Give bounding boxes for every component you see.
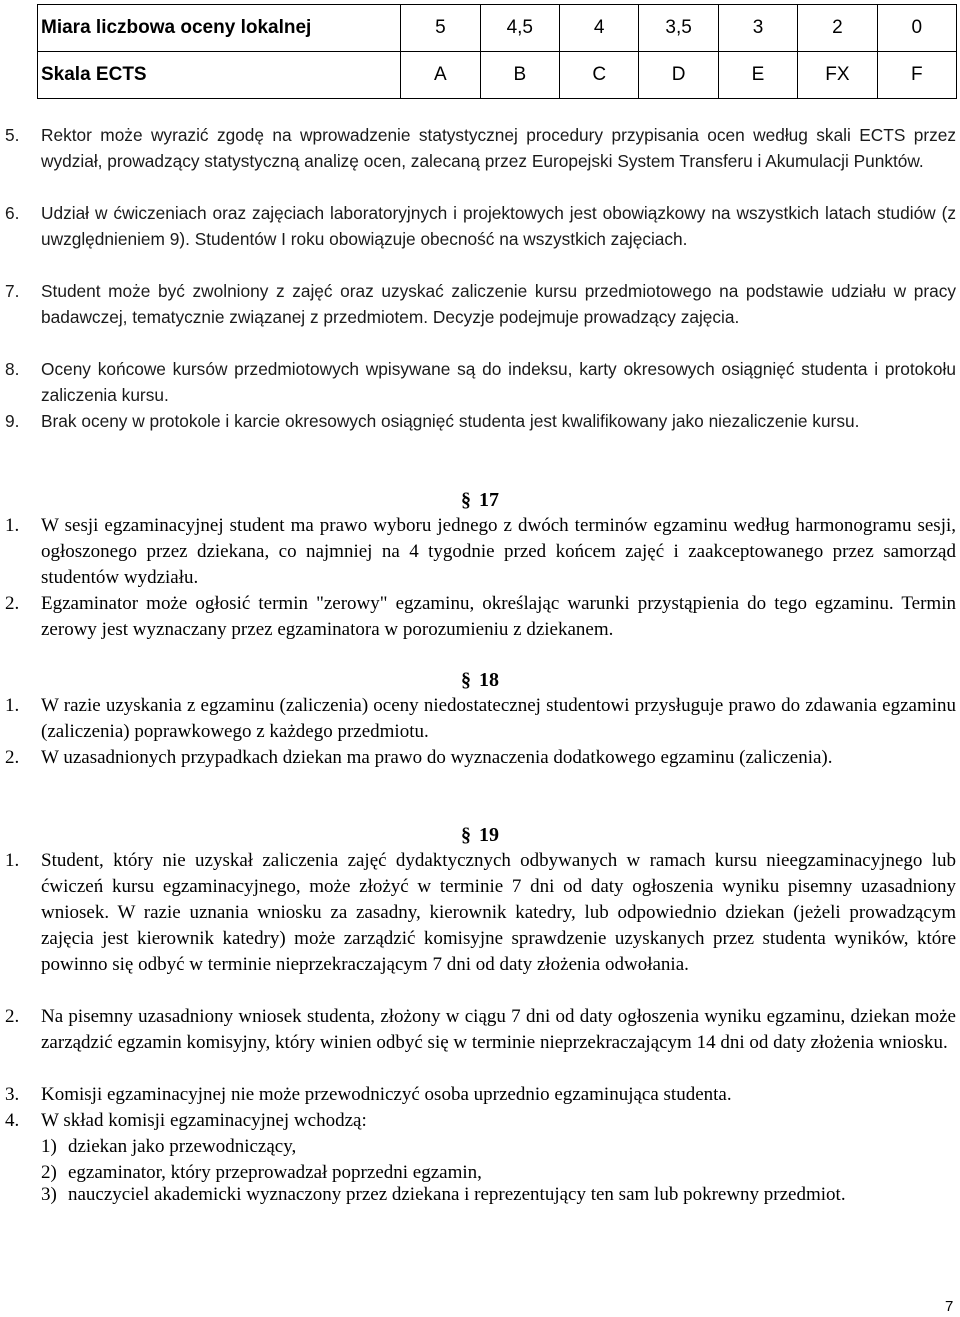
item-number: 1.	[5, 515, 20, 536]
grade-scale-table	[37, 4, 957, 99]
list-item	[0, 200, 956, 252]
item-number: 2.	[5, 1006, 20, 1027]
sub-item-number: 2)	[41, 1162, 57, 1183]
table-cell: F	[877, 52, 956, 99]
item-text: W razie uzyskania z egzaminu (zaliczenia) oceny niedostatecznej studentowi przysługuje prawo do zdawania egzaminu (zaliczenia) poprawkowego z każdego przedmiotu.	[41, 695, 956, 742]
item-text: W skład komisji egzaminacyjnej wchodzą:	[41, 1110, 367, 1131]
table-cell: 5	[401, 5, 480, 52]
sub-item-number: 3)	[41, 1184, 57, 1205]
item-number: 2.	[5, 593, 20, 614]
item-number: 1.	[5, 695, 20, 716]
list-item	[0, 1082, 956, 1108]
table-cell: E	[718, 52, 797, 99]
item-text: Oceny końcowe kursów przedmiotowych wpisywane są do indeksu, karty okresowych osiągnięć studenta i protokołu zaliczenia kursu.	[41, 359, 956, 405]
list-item	[0, 122, 956, 174]
list-item	[0, 356, 956, 408]
list-item	[0, 278, 956, 330]
list-item	[0, 408, 956, 434]
section-number: 18	[479, 669, 499, 691]
item-number: 6.	[5, 203, 20, 223]
item-number: 1.	[5, 850, 20, 871]
sub-item-text: egzaminator, który przeprowadzał poprzedni egzamin,	[68, 1162, 482, 1183]
list-item	[0, 745, 956, 771]
table-cell: 4	[560, 5, 639, 52]
section-number: 19	[479, 824, 499, 846]
list-item	[0, 591, 956, 643]
section-symbol: §	[461, 824, 471, 846]
item-text: W sesji egzaminacyjnej student ma prawo wyboru jednego z dwóch terminów egzaminu według harmonogramu sesji, ogłoszonego przez dziekana, co najmniej na 4 tygodnie przed końcem zajęć i zaakceptowanego przez samorząd studentów wydziału.	[41, 515, 956, 588]
table-row	[38, 5, 957, 52]
table-cell: 3	[718, 5, 797, 52]
item-number: 4.	[5, 1110, 20, 1131]
table-row-header: Skala ECTS	[38, 52, 401, 99]
list-item	[0, 693, 956, 745]
section-symbol: §	[461, 669, 471, 691]
item-text: Komisji egzaminacyjnej nie może przewodniczyć osoba uprzednio egzaminująca studenta.	[41, 1084, 732, 1105]
list-item	[0, 1004, 956, 1056]
item-number: 2.	[5, 747, 20, 768]
page-number: 7	[945, 1298, 954, 1315]
table-cell: A	[401, 52, 480, 99]
item-number: 5.	[5, 125, 20, 145]
sub-list-item	[41, 1182, 956, 1208]
section-heading	[0, 822, 960, 848]
item-text: Student, który nie uzyskał zaliczenia zajęć dydaktycznych odbywanych w ramach kursu nieegzaminacyjnego lub ćwiczeń kursu egzaminacyjnego, może złożyć w terminie 7 dni od daty ogłoszenia wyniku pisemny uzasadniony wniosek. W razie uznania wniosku za zasadny, kierownik katedry, lub odpowiednio dziekan (jeżeli prowadzącym zajęcia jest kierownik katedry) może zarządzić komisyjne sprawdzenie uzyskanych przez studenta wyników, które powinno się odbyć w terminie nieprzekraczającym 7 dni od daty złożenia odwołania.	[41, 850, 956, 975]
section-heading	[0, 667, 960, 693]
table-row-header: Miara liczbowa oceny lokalnej	[38, 5, 401, 52]
list-item	[0, 848, 956, 978]
item-text: Brak oceny w protokole i karcie okresowych osiągnięć studenta jest kwalifikowany jako niezaliczenie kursu.	[41, 411, 860, 431]
table-cell: B	[480, 52, 559, 99]
table-row	[38, 52, 957, 99]
table-cell: C	[560, 52, 639, 99]
item-text: Rektor może wyrazić zgodę na wprowadzenie statystycznej procedury przypisania ocen według skali ECTS przez wydział, prowadzący statystyczną analizę ocen, zalecaną przez Europejski System Transferu i Akumulacji Punktów.	[41, 125, 956, 171]
table-cell: D	[639, 52, 718, 99]
section-symbol: §	[461, 489, 471, 511]
table-cell: FX	[798, 52, 877, 99]
item-text: W uzasadnionych przypadkach dziekan ma prawo do wyznaczenia dodatkowego egzaminu (zaliczenia).	[41, 747, 833, 768]
table-cell: 2	[798, 5, 877, 52]
sub-item-text: dziekan jako przewodniczący,	[68, 1136, 297, 1157]
sub-list-item	[41, 1134, 956, 1160]
item-text: Student może być zwolniony z zajęć oraz uzyskać zaliczenie kursu przedmiotowego na podstawie udziału w pracy badawczej, tematycznie związanej z przedmiotem. Decyzje podejmuje prowadzący zajęcia.	[41, 281, 956, 327]
sub-item-text: nauczyciel akademicki wyznaczony przez dziekana i reprezentujący ten sam lub pokrewny przedmiot.	[68, 1184, 846, 1205]
item-text: Na pisemny uzasadniony wniosek studenta, złożony w ciągu 7 dni od daty ogłoszenia wyniku egzaminu, dziekan może zarządzić egzamin komisyjny, który winien odbyć się w terminie nieprzekraczającym 14 dni od daty złożenia wniosku.	[41, 1006, 956, 1053]
sub-item-number: 1)	[41, 1136, 57, 1157]
section-number: 17	[479, 489, 499, 511]
table-cell: 0	[877, 5, 956, 52]
item-number: 7.	[5, 281, 20, 301]
item-text: Egzaminator może ogłosić termin "zerowy" egzaminu, określając warunki przystąpienia do tego egzaminu. Termin zerowy jest wyznaczany przez egzaminatora w porozumieniu z dziekanem.	[41, 593, 956, 640]
item-number: 8.	[5, 359, 20, 379]
list-item	[0, 1108, 956, 1134]
table-cell: 4,5	[480, 5, 559, 52]
item-text: Udział w ćwiczeniach oraz zajęciach laboratoryjnych i projektowych jest obowiązkowy na wszystkich latach studiów (z uwzględnieniem 9). Studentów I roku obowiązuje obecność na wszystkich zajęciach.	[41, 203, 956, 249]
item-number: 9.	[5, 411, 20, 431]
item-number: 3.	[5, 1084, 20, 1105]
section-heading	[0, 487, 960, 513]
list-item	[0, 513, 956, 591]
table-cell: 3,5	[639, 5, 718, 52]
